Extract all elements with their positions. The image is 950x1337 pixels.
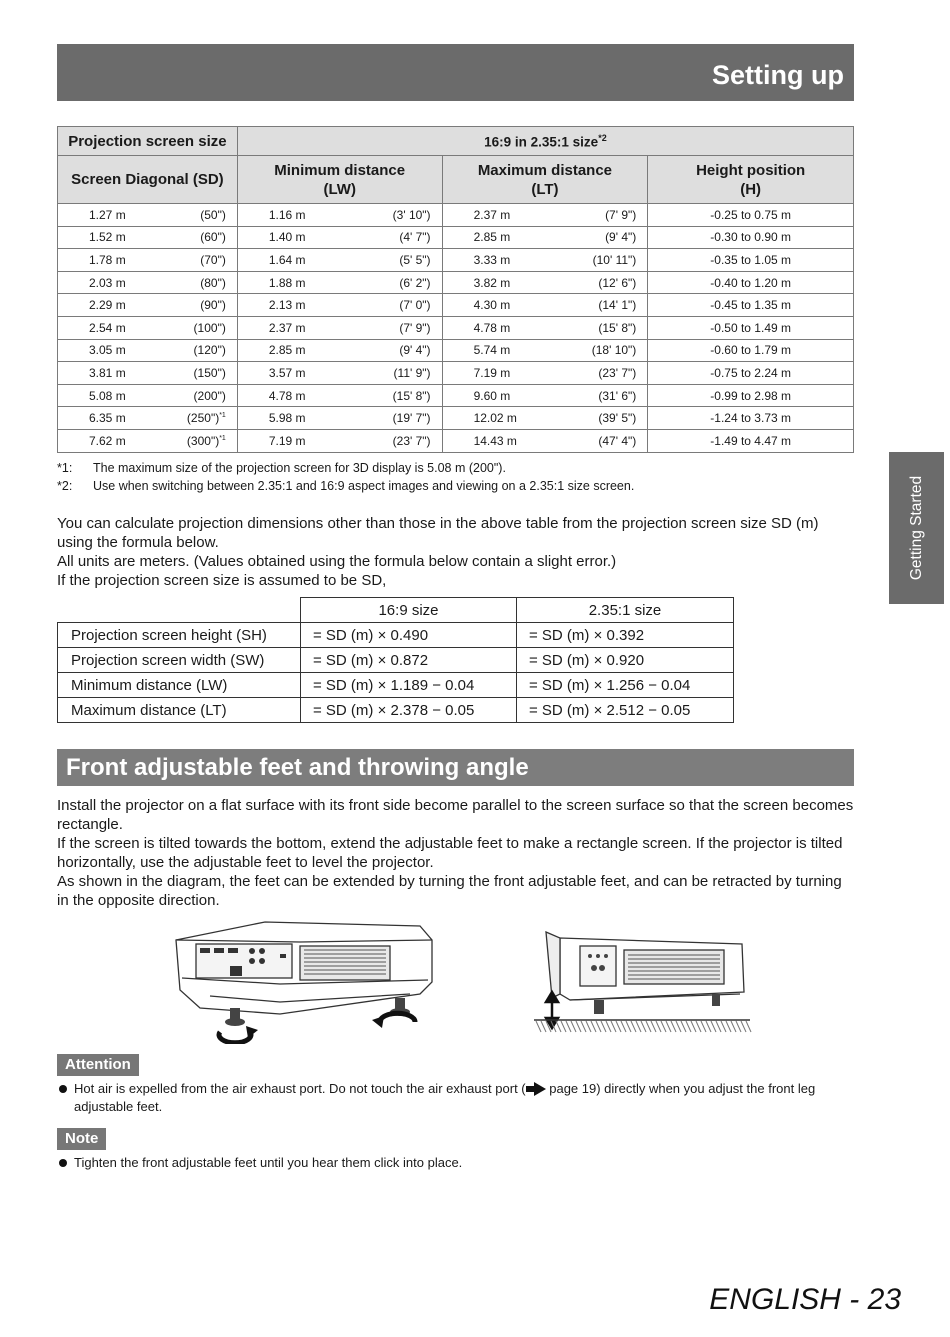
cell-height-position: -0.99 to 2.98 m [648,384,854,407]
formula-table [57,597,734,723]
cell-min-distance: 7.19 m (23' 7") [237,429,442,452]
formula-169: = SD (m) × 0.872 [301,648,517,673]
table-row [58,384,854,407]
cell-screen-diagonal: 7.62 m (300")$^{*1}$ [58,429,238,452]
cell-max-distance: 4.78 m (15' 8") [442,316,648,339]
cell-min-distance: 3.57 m (11' 9") [237,362,442,385]
formula-intro: You can calculate projection dimensions other than those in the above table from the projection screen size SD (m) using the formula below. All units are meters. (Values obtained using the formula below contain a slight error.) If the projection screen size is assumed to be SD, [57,515,819,589]
cell-min-distance: 1.40 m (4' 7") [237,226,442,249]
formula-235: = SD (m) × 0.920 [517,648,734,673]
cell-screen-diagonal: 2.03 m (80") [58,271,238,294]
header-height-position: Height position (H) [648,156,854,204]
cell-max-distance: 12.02 m (39' 5") [442,407,648,430]
section-heading: Front adjustable feet and throwing angle [57,749,854,786]
projector-feet-illustration [170,918,436,1044]
chapter-tab [889,452,944,604]
cell-max-distance: 14.43 m (47' 4") [442,429,648,452]
cell-screen-diagonal: 1.52 m (60") [58,226,238,249]
cell-height-position: -0.40 to 1.20 m [648,271,854,294]
projection-distance-table [57,126,854,453]
header-235: 2.35:1 size [517,598,734,623]
cell-height-position: -0.30 to 0.90 m [648,226,854,249]
cell-max-distance: 4.30 m (14' 1") [442,294,648,317]
formula-label: Projection screen height (SH) [58,623,301,648]
formula-label: Projection screen width (SW) [58,648,301,673]
header-min-distance: Minimum distance (LW) [237,156,442,204]
table-row [58,407,854,430]
table-row [58,339,854,362]
attention-item: Hot air is expelled from the air exhaust port. Do not touch the air exhaust port ( page 19) directly when you adjust the front leg adjustable feet. [57,1080,857,1116]
cell-max-distance: 3.82 m (12' 6") [442,271,648,294]
arrow-right-icon [526,1082,546,1096]
cell-min-distance: 2.13 m (7' 0") [237,294,442,317]
table-row [58,316,854,339]
projector-side-illustration [530,928,752,1036]
formula-235: = SD (m) × 2.512 − 0.05 [517,698,734,723]
cell-screen-diagonal: 3.81 m (150") [58,362,238,385]
table-row [58,204,854,227]
cell-max-distance: 9.60 m (31' 6") [442,384,648,407]
cell-screen-diagonal: 3.05 m (120") [58,339,238,362]
formula-169: = SD (m) × 1.189 − 0.04 [301,673,517,698]
formula-169: = SD (m) × 2.378 − 0.05 [301,698,517,723]
note-item: Tighten the front adjustable feet until you hear them click into place. [57,1154,857,1172]
cell-height-position: -0.50 to 1.49 m [648,316,854,339]
table-row [58,226,854,249]
cell-max-distance: 2.37 m (7' 9") [442,204,648,227]
cell-screen-diagonal: 6.35 m (250")$^{*1}$ [58,407,238,430]
page-title: Setting up [712,60,844,90]
cell-height-position: -0.35 to 1.05 m [648,249,854,272]
header-screen-size: Projection screen size [58,127,238,156]
table-row [58,429,854,452]
table-row [58,362,854,385]
formula-label: Minimum distance (LW) [58,673,301,698]
cell-screen-diagonal: 5.08 m (200") [58,384,238,407]
header-max-distance: Maximum distance (LT) [442,156,648,204]
section-body: Install the projector on a flat surface with its front side become parallel to the screen surface so that the screen becomes rectangle. If the screen is tilted towards the bottom, extend the adjustable feet to make a rectangle screen. If the projector is tilted horizontally, use the adjustable feet to level the projector. As shown in the diagram, the feet can be extended by turning the front adjustable feet, and can be retracted by turning in the opposite direction. [57,797,854,909]
cell-height-position: -0.60 to 1.79 m [648,339,854,362]
cell-height-position: -0.25 to 0.75 m [648,204,854,227]
table-row [58,648,734,673]
page-number: ENGLISH - 23 [709,1283,901,1316]
table-row [58,294,854,317]
header-bar [57,44,854,101]
cell-height-position: -1.49 to 4.47 m [648,429,854,452]
formula-169: = SD (m) × 0.490 [301,623,517,648]
table-row [58,698,734,723]
cell-min-distance: 4.78 m (15' 8") [237,384,442,407]
cell-min-distance: 1.64 m (5' 5") [237,249,442,272]
cell-min-distance: 2.37 m (7' 9") [237,316,442,339]
cell-height-position: -0.75 to 2.24 m [648,362,854,385]
cell-max-distance: 7.19 m (23' 7") [442,362,648,385]
footnotes [57,459,634,495]
cell-min-distance: 1.16 m (3' 10") [237,204,442,227]
header-aspect: 16:9 in 2.35:1 size$^{*2}$ [237,127,853,156]
cell-min-distance: 5.98 m (19' 7") [237,407,442,430]
header-169: 16:9 size [301,598,517,623]
cell-height-position: -1.24 to 3.73 m [648,407,854,430]
chapter-tab-label: Getting Started [907,475,925,581]
table-row [58,623,734,648]
cell-max-distance: 2.85 m (9' 4") [442,226,648,249]
formula-label: Maximum distance (LT) [58,698,301,723]
table-row [58,271,854,294]
cell-max-distance: 5.74 m (18' 10") [442,339,648,362]
cell-screen-diagonal: 1.27 m (50") [58,204,238,227]
table-row [58,249,854,272]
formula-235: = SD (m) × 1.256 − 0.04 [517,673,734,698]
cell-height-position: -0.45 to 1.35 m [648,294,854,317]
table-row [58,673,734,698]
cell-min-distance: 1.88 m (6' 2") [237,271,442,294]
cell-min-distance: 2.85 m (9' 4") [237,339,442,362]
formula-235: = SD (m) × 0.392 [517,623,734,648]
attention-badge: Attention [57,1054,139,1076]
header-screen-diagonal: Screen Diagonal (SD) [58,156,238,204]
note-badge: Note [57,1128,106,1150]
cell-screen-diagonal: 2.29 m (90") [58,294,238,317]
cell-screen-diagonal: 2.54 m (100") [58,316,238,339]
footnote: *2: Use when switching between 2.35:1 and 16:9 aspect images and viewing on a 2.35:1 size screen. [57,479,635,493]
cell-screen-diagonal: 1.78 m (70") [58,249,238,272]
cell-max-distance: 3.33 m (10' 11") [442,249,648,272]
footnote: *1: The maximum size of the projection screen for 3D display is 5.08 m (200"). [57,461,506,475]
